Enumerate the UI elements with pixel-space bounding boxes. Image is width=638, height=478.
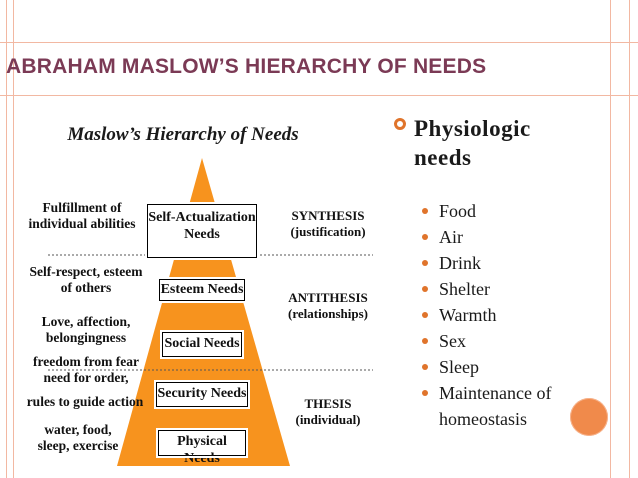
decorative-orange-circle — [570, 398, 608, 436]
level-self-actualization — [147, 204, 257, 258]
label-line: need for order, — [43, 370, 129, 385]
ring-bullet-icon — [394, 118, 406, 130]
level-label: Self-Actualization — [148, 210, 256, 225]
level-label: Security Needs — [157, 386, 247, 401]
list-item-text: Shelter — [439, 279, 490, 299]
level-label: Physical Needs — [177, 434, 227, 466]
bullet-dot-icon — [422, 286, 428, 292]
level-label: Esteem Needs — [160, 282, 244, 297]
bullet-dot-icon — [422, 260, 428, 266]
right-label-antithesis — [280, 290, 376, 322]
list-item — [420, 328, 610, 354]
list-item — [420, 224, 610, 250]
maslow-pyramid-figure — [28, 118, 378, 470]
left-label-love — [28, 314, 144, 346]
label-line: THESIS — [304, 396, 352, 411]
list-item-text: Sleep — [439, 357, 479, 377]
bullet-dot-icon — [422, 234, 428, 240]
list-item — [420, 276, 610, 302]
level-esteem — [159, 279, 245, 301]
label-line: rules to guide action — [26, 394, 144, 409]
level-physical — [158, 430, 246, 466]
label-line: (justification) — [290, 224, 366, 239]
label-line: (relationships) — [288, 306, 368, 321]
left-label-rules — [24, 394, 146, 410]
label-line: water, food, — [44, 422, 112, 437]
bullet-dot-icon — [422, 390, 428, 396]
label-line: belongingness — [45, 330, 127, 345]
section-heading-text — [414, 114, 594, 172]
bullet-dot-icon — [422, 338, 428, 344]
list-item — [420, 302, 610, 328]
list-item — [420, 354, 610, 380]
list-item-text: Drink — [439, 253, 481, 273]
left-label-freedom — [28, 354, 144, 386]
right-label-thesis — [280, 396, 376, 428]
slide-title: ABRAHAM MASLOW’S HIERARCHY OF NEEDS — [6, 55, 487, 78]
left-label-self-respect — [28, 264, 144, 296]
needs-list — [420, 198, 610, 432]
label-line: SYNTHESIS — [291, 208, 365, 223]
list-item-text: Maintenance of homeostasis — [439, 383, 552, 429]
list-item-text: Food — [439, 201, 477, 221]
label-line: sleep, exercise — [37, 438, 119, 453]
heading-line: needs — [414, 145, 472, 170]
label-line: freedom from fear — [33, 354, 139, 369]
list-item-text: Air — [439, 227, 463, 247]
left-label-water — [28, 422, 128, 454]
bullet-dot-icon — [422, 208, 428, 214]
heading-line: Physiologic — [414, 116, 531, 141]
level-label: Social Needs — [164, 336, 240, 351]
bullet-dot-icon — [422, 312, 428, 318]
list-item — [420, 250, 610, 276]
label-line: of others — [60, 280, 112, 295]
label-line: (individual) — [295, 412, 361, 427]
level-security — [156, 382, 248, 407]
label-line: ANTITHESIS — [288, 290, 368, 305]
label-line: individual abilities — [28, 216, 136, 231]
list-item-text: Sex — [439, 331, 466, 351]
label-line: Love, affection, — [41, 314, 131, 329]
level-social — [162, 332, 242, 357]
list-item-text: Warmth — [439, 305, 497, 325]
label-line: Self-respect, esteem — [29, 264, 143, 279]
level-label: Needs — [184, 227, 220, 242]
list-item — [420, 198, 610, 224]
right-label-synthesis — [280, 208, 376, 240]
label-line: Fulfillment of — [42, 200, 122, 215]
left-label-fulfillment — [28, 200, 136, 232]
bullet-dot-icon — [422, 364, 428, 370]
figure-title: Maslow’s Hierarchy of Needs — [67, 124, 299, 145]
